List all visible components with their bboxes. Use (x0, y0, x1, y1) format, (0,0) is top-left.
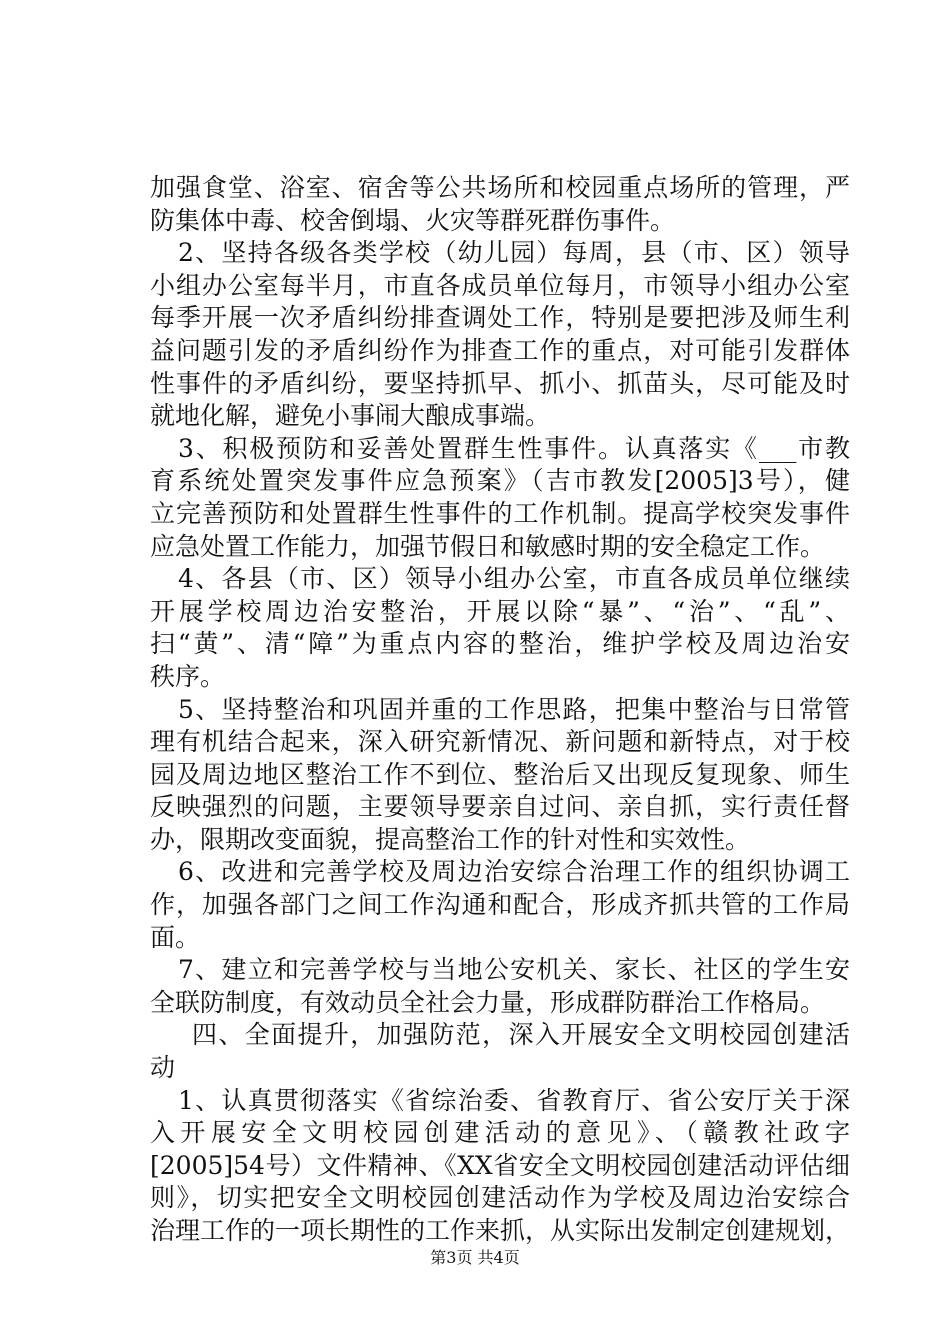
text-line: 立完善预防和处置群生性事件的工作机制。提高学校突发事件 (150, 498, 850, 528)
page-footer: 第3页 共4页 (430, 1248, 520, 1267)
text-line: 扫“黄”、清“障”为重点内容的整治，维护学校及周边治安 (150, 629, 850, 659)
text-line: 益问题引发的矛盾纠纷作为排查工作的重点，对可能引发群体 (150, 335, 850, 365)
text-line: [2005]54号）文件精神、《XX省安全文明校园创建活动评估细 (150, 1150, 850, 1180)
text-line: 四、全面提升，加强防范，深入开展安全文明校园创建活 (192, 1020, 850, 1050)
text-line: 小组办公室每半月，市直各成员单位每月，市领导小组办公室 (150, 270, 850, 300)
text-line: 全联防制度，有效动员全社会力量，形成群防群治工作格局。 (150, 987, 826, 1017)
text-line: 就地化解，避免小事闹大酿成事端。 (150, 401, 551, 431)
document-body (150, 172, 850, 1248)
text-line: 2、坚持各级各类学校（幼儿园）每周，县（市、区）领导 (178, 238, 850, 268)
text-line: 1、认真贯彻落实《省综治委、省教育厅、省公安厅关于深 (178, 1085, 850, 1115)
text-line: 育系统处置突发事件应急预案》（吉市教发[2005]3号），健 (150, 466, 850, 496)
text-line: 园及周边地区整治工作不到位、整治后又出现反复现象、师生 (150, 759, 850, 789)
text-line: 动 (150, 1053, 176, 1083)
text-line: 秩序。 (150, 661, 226, 691)
text-line: 理有机结合起来，深入研究新情况、新问题和新特点，对于校 (150, 727, 850, 757)
text-line: 3、积极预防和妥善处置群生性事件。认真落实《___市教 (178, 433, 850, 463)
text-line: 作，加强各部门之间工作沟通和配合，形成齐抓共管的工作局 (150, 890, 850, 920)
text-line: 办，限期改变面貌，提高整治工作的针对性和实效性。 (150, 824, 751, 854)
text-line: 防集体中毒、校舍倒塌、火灾等群死群伤事件。 (150, 205, 676, 235)
text-line: 则》，切实把安全文明校园创建活动作为学校及周边治安综合 (150, 1183, 850, 1213)
text-line: 治理工作的一项长期性的工作来抓，从实际出发制定创建规划， (150, 1216, 851, 1245)
text-line: 入开展安全文明校园创建活动的意见》、（赣教社政字 (150, 1118, 850, 1148)
text-line: 4、各县（市、区）领导小组办公室，市直各成员单位继续 (178, 564, 850, 594)
text-line: 6、改进和完善学校及周边治安综合治理工作的组织协调工 (178, 857, 850, 887)
text-line: 面。 (150, 922, 201, 952)
text-line: 性事件的矛盾纠纷，要坚持抓早、抓小、抓苗头，尽可能及时 (150, 368, 850, 398)
text-line: 7、建立和完善学校与当地公安机关、家长、社区的学生安 (178, 955, 850, 985)
text-line: 5、坚持整治和巩固并重的工作思路，把集中整治与日常管 (178, 694, 850, 724)
text-line: 加强食堂、浴室、宿舍等公共场所和校园重点场所的管理，严 (150, 173, 850, 202)
text-line: 开展学校周边治安整治，开展以除“暴”、“治”、“乱”、 (150, 596, 850, 626)
text-line: 应急处置工作能力，加强节假日和敏感时期的安全稳定工作。 (150, 531, 826, 561)
text-line: 反映强烈的问题，主要领导要亲自过问、亲自抓，实行责任督 (150, 792, 850, 822)
text-line: 每季开展一次矛盾纠纷排查调处工作，特别是要把涉及师生利 (150, 303, 850, 333)
